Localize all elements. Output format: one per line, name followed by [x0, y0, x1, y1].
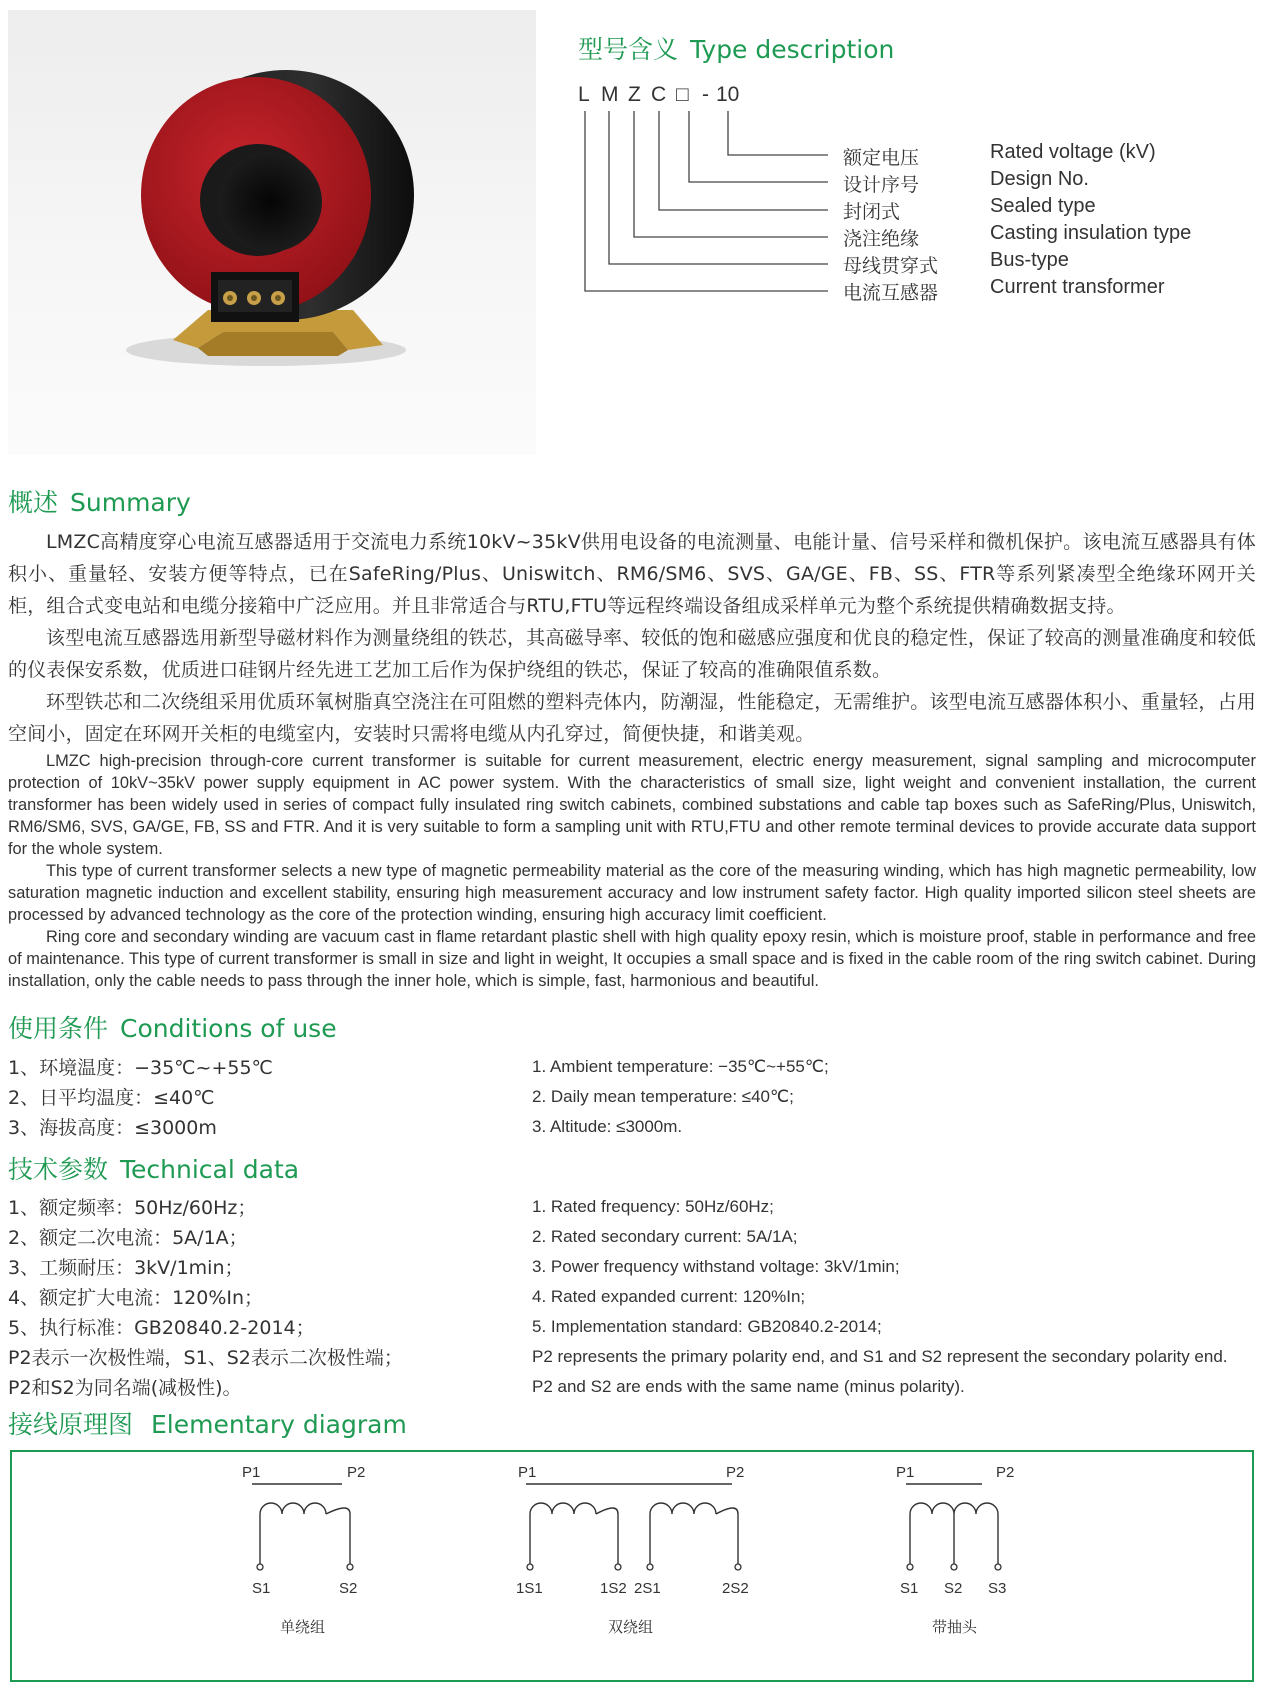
type-item-zh: 电流互感器	[843, 282, 939, 304]
heading-zh: 概述	[8, 488, 59, 517]
terminal-dot	[951, 1564, 957, 1570]
condition-en: 3. Altitude: ≤3000m.	[532, 1117, 683, 1136]
terminal-label: S2	[944, 1580, 963, 1597]
terminal-label: S1	[900, 1580, 919, 1597]
type-item-zh: 额定电压	[843, 147, 920, 169]
terminal-dot	[995, 1564, 1001, 1570]
technical-zh: P2表示一次极性端，S1、S2表示二次极性端；	[8, 1347, 403, 1369]
terminal-dot	[735, 1564, 741, 1570]
terminal-dot	[347, 1564, 353, 1570]
type-item-en: Rated voltage (kV)	[990, 141, 1156, 163]
model-letter: □	[676, 83, 689, 106]
heading-zh: 技术参数	[8, 1155, 109, 1184]
winding-coil	[530, 1503, 596, 1514]
type-item-zh: 封闭式	[843, 201, 901, 223]
terminal-label: P1	[242, 1464, 261, 1481]
type-item-zh: 设计序号	[843, 174, 920, 196]
technical-zh: 4、额定扩大电流：120%In；	[8, 1287, 264, 1309]
terminal-label: S1	[252, 1580, 271, 1597]
terminal-dot	[907, 1564, 913, 1570]
model-letter: L	[578, 83, 590, 106]
summary-en-paragraph: This type of current transformer selects a new type of magnetic permeability material as the core of the measuring winding, which has high magnetic permeability, low saturation magnetic induction and excellent stability, ensuring high measurement accuracy and low instrument safety factor. High quality imported silicon steel sheets are processed by advanced technology as the core of the protection winding, ensuring high accuracy limit coefficient.	[8, 862, 1256, 924]
winding-coil	[910, 1503, 998, 1514]
summary-zh-paragraph: 环型铁芯和二次绕组采用优质环氧树脂真空浇注在可阻燃的塑料壳体内，防潮湿，性能稳定，无需维护。该型电流互感器体积小、重量轻，占用空间小，固定在环网开关柜的电缆室内，安装时只需将电缆从内孔穿过，简便快捷，和谐美观。	[8, 691, 1256, 745]
condition-en: 2. Daily mean temperature: ≤40℃;	[532, 1087, 794, 1106]
model-letter: M	[601, 83, 619, 106]
summary-zh-text	[8, 526, 1256, 750]
condition-en: 1. Ambient temperature: −35℃~+55℃;	[532, 1057, 829, 1076]
type-item-en: Bus-type	[990, 249, 1069, 271]
diagram-heading	[8, 1405, 407, 1441]
technical-en: P2 and S2 are ends with the same name (minus polarity).	[532, 1377, 965, 1396]
conditions-heading	[8, 1009, 337, 1045]
condition-zh: 2、日平均温度：≤40℃	[8, 1087, 215, 1109]
summary-en-paragraph: Ring core and secondary winding are vacuum cast in flame retardant plastic shell with high quality epoxy resin, which is moisture proof, stable in performance and free of maintenance. This type of current transformer is small in size and light in weight, It occupies a small space and is fixed in the cable room of the ring switch cabinet. During installation, only the cable needs to pass through the inner hole, which is simple, fast, harmonious and beautiful.	[8, 928, 1256, 990]
heading-zh: 接线原理图	[8, 1410, 134, 1439]
model-letter: C	[651, 83, 667, 106]
technical-zh: 3、工频耐压：3kV/1min；	[8, 1257, 244, 1279]
terminal-dot	[527, 1564, 533, 1570]
terminal-label: 1S1	[516, 1580, 543, 1597]
terminal-label: P2	[347, 1464, 366, 1481]
type-item-en: Sealed type	[990, 195, 1096, 217]
diagram-caption: 双绕组	[608, 1618, 654, 1636]
heading-en: Type description	[690, 35, 895, 64]
summary-heading	[8, 483, 191, 519]
technical-zh: 2、额定二次电流：5A/1A；	[8, 1227, 248, 1249]
technical-zh: 5、执行标准：GB20840.2-2014；	[8, 1317, 315, 1339]
terminal-label: P2	[996, 1464, 1015, 1481]
heading-zh: 使用条件	[8, 1014, 109, 1043]
type-description-heading	[578, 30, 894, 66]
summary-zh-paragraph: 该型电流互感器选用新型导磁材料作为测量绕组的铁芯，其高磁导率、较低的饱和磁感应强度和优良的稳定性，保证了较高的测量准确度和较低的仪表保安系数，优质进口硅钢片经先进工艺加工后作为保护绕组的铁芯，保证了较高的准确限值系数。	[8, 627, 1256, 681]
heading-en: Conditions of use	[120, 1014, 337, 1043]
model-letter: Z	[628, 83, 641, 106]
type-item-zh: 浇注绝缘	[843, 228, 920, 250]
terminal-label: 2S1	[634, 1580, 661, 1597]
technical-en: P2 represents the primary polarity end, and S1 and S2 represent the secondary polarity end.	[532, 1347, 1228, 1366]
winding-coil	[650, 1503, 716, 1514]
terminal-dot	[647, 1564, 653, 1570]
elementary-diagram-box	[10, 1450, 1254, 1682]
terminal-label: P2	[726, 1464, 745, 1481]
type-item-en: Design No.	[990, 168, 1089, 190]
summary-zh-paragraph: LMZC高精度穿心电流互感器适用于交流电力系统10kV~35kV供用电设备的电流测量、电能计量、信号采样和微机保护。该电流互感器具有体积小、重量轻、安装方便等特点，已在SafeRing/Plus、Uniswitch、RM6/SM6、SVS、GA/GE、FB、SS、FTR等系列紧凑型全绝缘环网开关柜，组合式变电站和电缆分接箱中广泛应用。并且非常适合与RTU,FTU等远程终端设备组成采样单元为整个系统提供精确数据支持。	[8, 531, 1256, 617]
terminal-label: 2S2	[722, 1580, 749, 1597]
type-item-en: Casting insulation type	[990, 222, 1192, 244]
terminal-label: 1S2	[600, 1580, 627, 1597]
terminal-dot	[615, 1564, 621, 1570]
heading-zh: 型号含义	[578, 35, 679, 64]
product-photo	[8, 10, 536, 455]
terminal-label: P1	[896, 1464, 915, 1481]
summary-en-paragraph: LMZC high-precision through-core current transformer is suitable for current measurement, electric energy measurement, signal sampling and microcomputer protection of 10kV~35kV power supply equipment in AC power system. With the characteristics of small size, light weight and convenient installation, the current transformer has been widely used in series of compact fully insulated ring switch cabinets, combined substations and cable tap boxes such as SafeRing/Plus, Uniswitch, RM6/SM6, SVS, GA/GE, FB, SS and FTR. And it is very suitable to form a sampling unit with RTU,FTU and other remote terminal devices to provide accurate data support for the whole system.	[8, 752, 1256, 858]
terminal-label: P1	[518, 1464, 537, 1481]
summary-en-text	[8, 750, 1256, 992]
terminal-label: S3	[988, 1580, 1007, 1597]
type-item-zh: 母线贯穿式	[843, 255, 939, 277]
terminal-label: S2	[339, 1580, 358, 1597]
model-letter: -	[702, 83, 709, 106]
technical-en: 2. Rated secondary current: 5A/1A;	[532, 1227, 798, 1246]
winding-coil	[260, 1503, 326, 1514]
terminal-dot	[257, 1564, 263, 1570]
model-code	[578, 83, 748, 109]
diagram-caption: 带抽头	[932, 1618, 978, 1636]
technical-heading	[8, 1150, 299, 1186]
condition-zh: 1、环境温度：−35℃~+55℃	[8, 1057, 273, 1079]
heading-en: Summary	[70, 488, 191, 517]
winding-diagrams	[12, 1452, 1252, 1680]
technical-en: 5. Implementation standard: GB20840.2-2014;	[532, 1317, 882, 1336]
current-transformer-image	[8, 10, 536, 455]
condition-zh: 3、海拔高度：≤3000m	[8, 1117, 217, 1139]
diagram-caption: 单绕组	[280, 1618, 326, 1636]
technical-en: 4. Rated expanded current: 120%In;	[532, 1287, 806, 1306]
technical-zh: P2和S2为同名端(减极性)。	[8, 1377, 242, 1399]
type-item-en: Current transformer	[990, 276, 1165, 298]
model-letter: 10	[716, 83, 740, 106]
technical-en: 3. Power frequency withstand voltage: 3kV/1min;	[532, 1257, 900, 1276]
technical-en: 1. Rated frequency: 50Hz/60Hz;	[532, 1197, 774, 1216]
heading-en: Elementary diagram	[151, 1410, 407, 1439]
technical-zh: 1、额定频率：50Hz/60Hz；	[8, 1197, 257, 1219]
heading-en: Technical data	[120, 1155, 300, 1184]
